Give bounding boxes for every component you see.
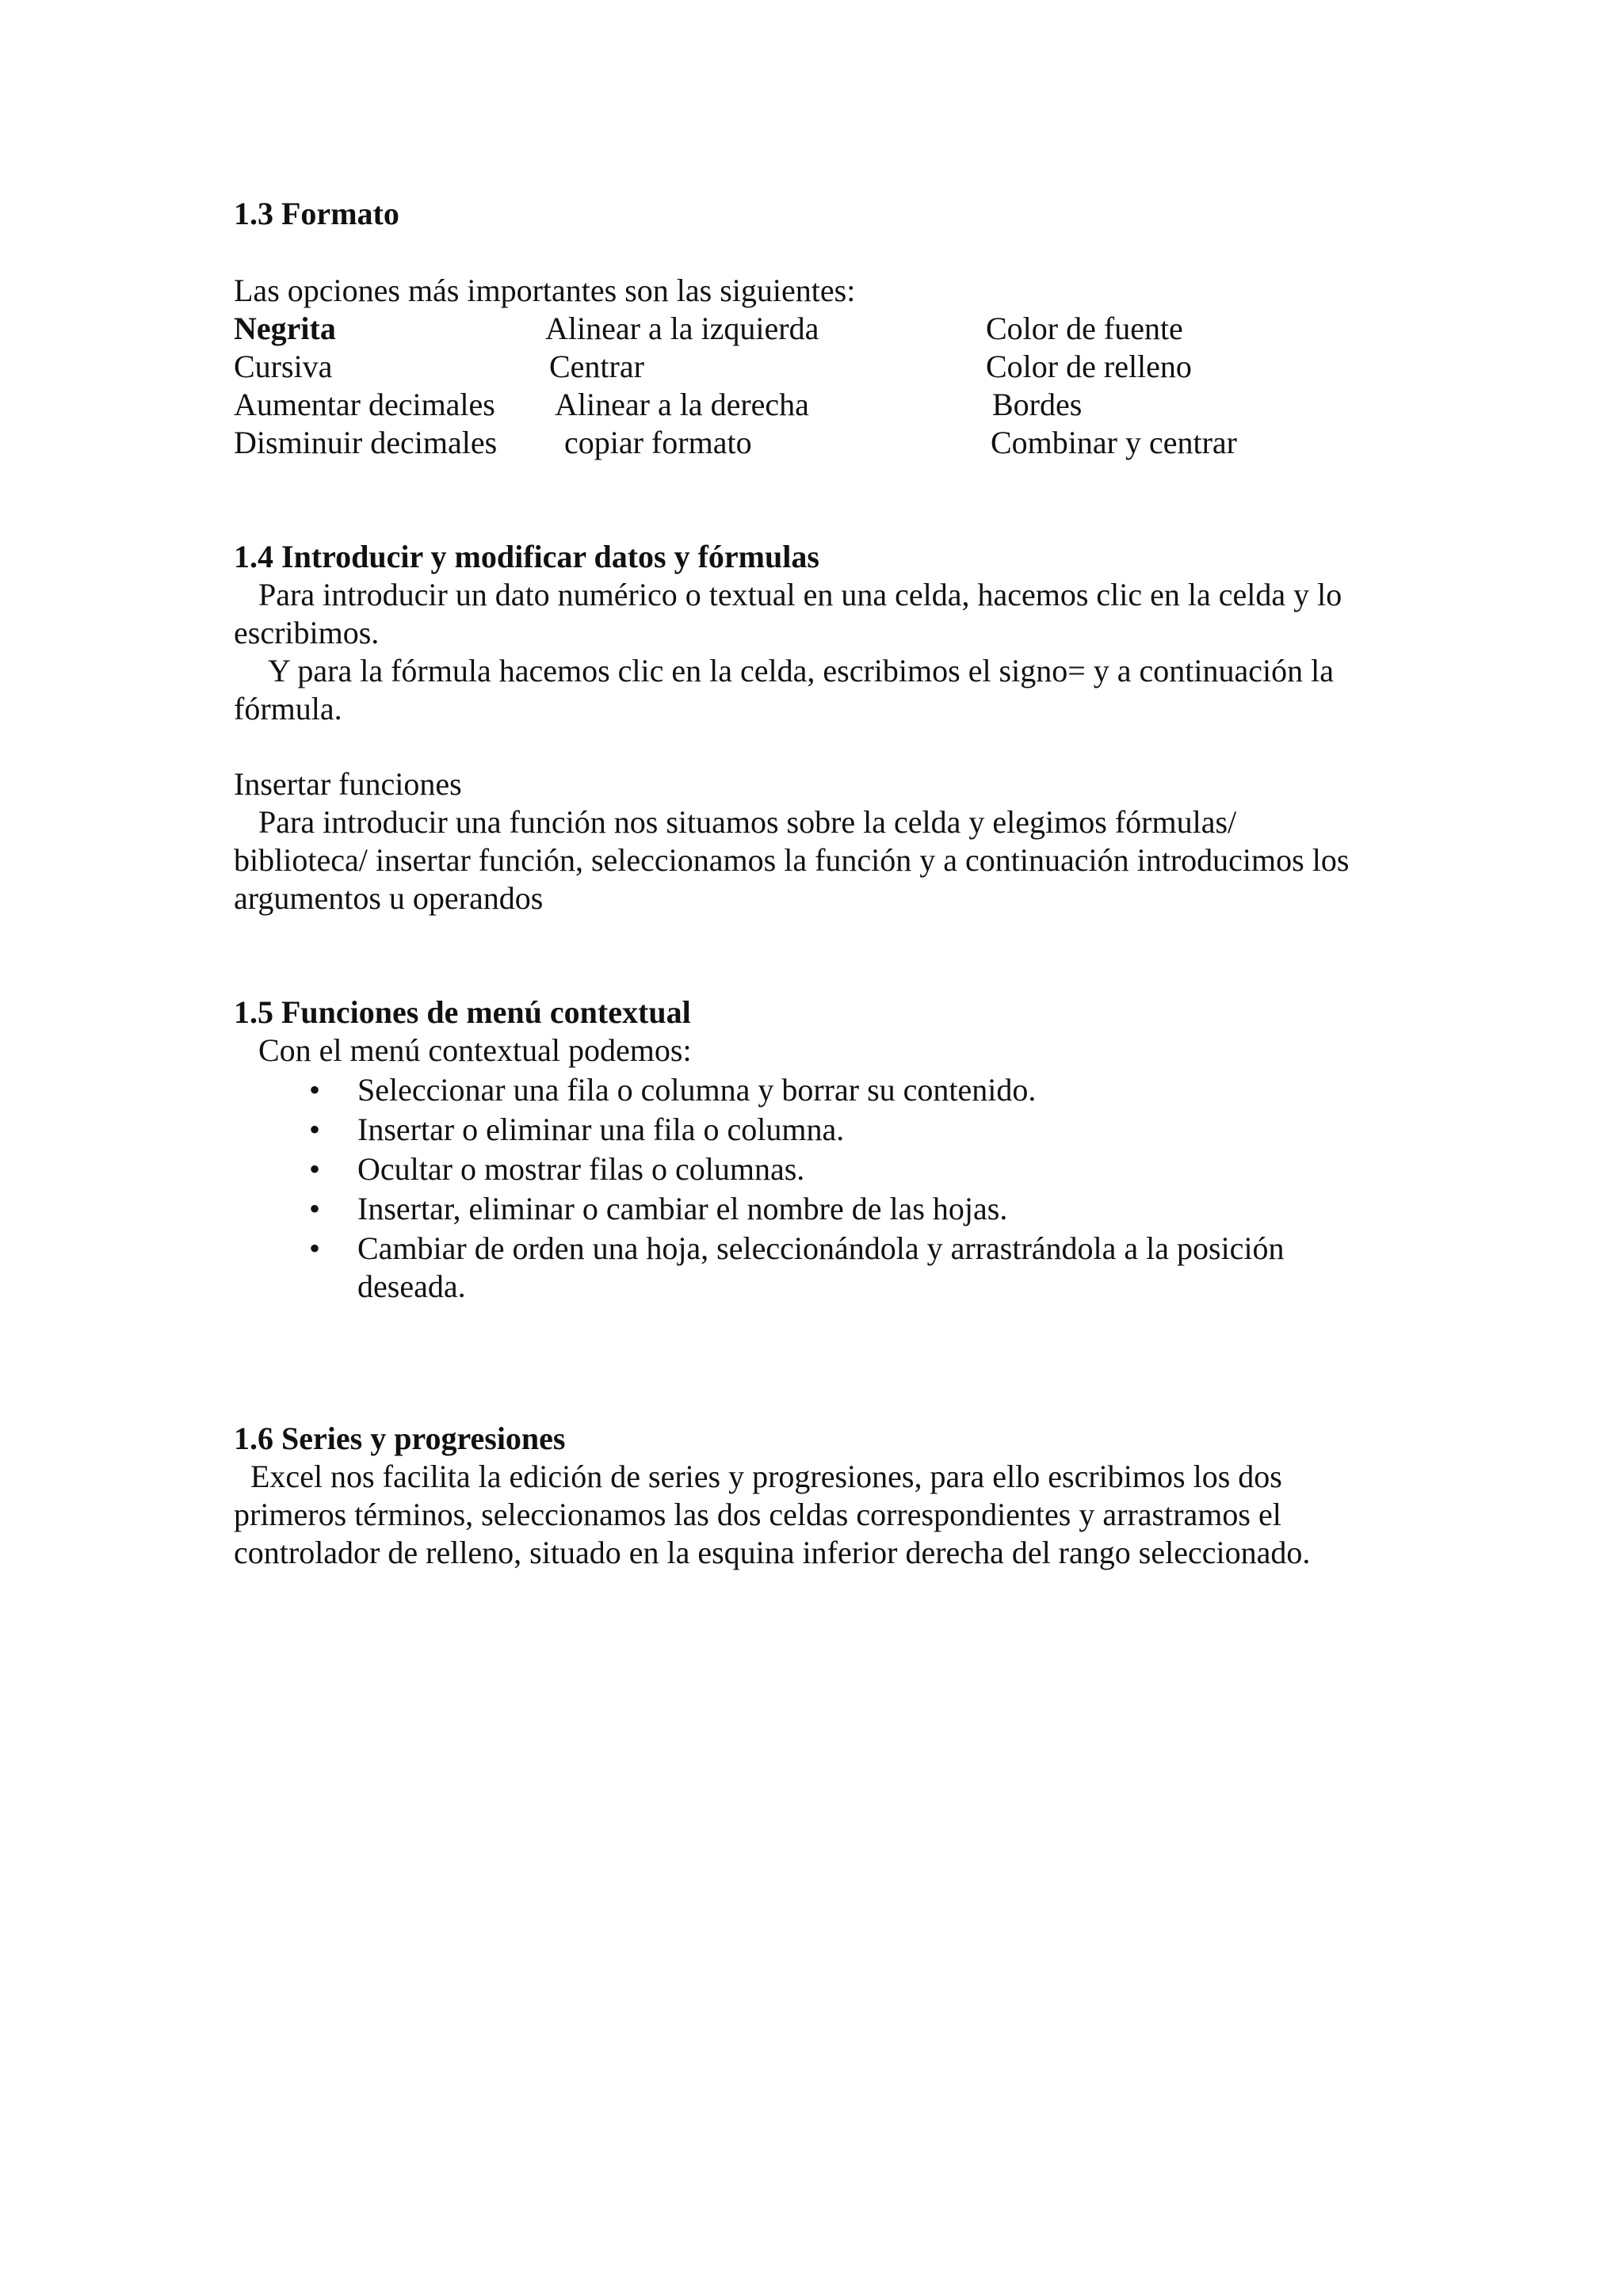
bullet-icon: • [309,1230,321,1266]
section-heading-introducir: 1.4 Introducir y modificar datos y fórmulas [234,539,819,574]
list-item: Insertar, eliminar o cambiar el nombre de las hojas. [357,1191,1008,1226]
option-color-relleno: Color de relleno [986,349,1192,384]
bullet-icon: • [309,1072,321,1108]
paragraph-line: primeros términos, seleccionamos las dos celdas correspondientes y arrastramos el [234,1497,1281,1532]
paragraph-line: Para introducir una función nos situamos sobre la celda y elegimos fórmulas/ [258,804,1237,840]
bullet-icon: • [309,1191,321,1226]
formato-intro: Las opciones más importantes son las siguientes: [234,273,856,308]
bullet-icon: • [309,1112,321,1147]
list-item: Ocultar o mostrar filas o columnas. [357,1151,805,1187]
section-heading-formato: 1.3 Formato [234,196,399,231]
paragraph-line: biblioteca/ insertar función, seleccionamos la función y a continuación introducimos los [234,842,1350,878]
paragraph-line: Para introducir un dato numérico o textual en una celda, hacemos clic en la celda y lo [258,577,1342,612]
option-color-fuente: Color de fuente [986,311,1183,346]
option-centrar: Centrar [549,349,644,384]
list-item: Cambiar de orden una hoja, seleccionándola y arrastrándola a la posición [357,1230,1285,1266]
option-combinar-centrar: Combinar y centrar [991,425,1237,460]
paragraph-line: fórmula. [234,691,342,727]
list-item: Insertar o eliminar una fila o columna. [357,1112,845,1147]
option-alinear-izquierda: Alinear a la izquierda [545,311,819,346]
option-copiar-formato: copiar formato [564,425,752,460]
list-item: Seleccionar una fila o columna y borrar su contenido. [357,1072,1037,1108]
option-negrita: Negrita [234,311,336,346]
paragraph-line: controlador de relleno, situado en la esquina inferior derecha del rango seleccionado. [234,1535,1311,1570]
subheading-insertar-funciones: Insertar funciones [234,766,462,802]
paragraph-line: argumentos u operandos [234,880,544,916]
bullet-icon: • [309,1151,321,1187]
paragraph-line: Excel nos facilita la edición de series y progresiones, para ello escribimos los dos [250,1459,1282,1494]
option-aumentar-decimales: Aumentar decimales [234,387,495,422]
section-heading-series: 1.6 Series y progresiones [234,1421,566,1456]
section-heading-menu-contextual: 1.5 Funciones de menú contextual [234,994,691,1030]
list-item-continuation: deseada. [357,1268,466,1304]
option-bordes: Bordes [992,387,1083,422]
paragraph-line: escribimos. [234,615,380,650]
option-cursiva: Cursiva [234,349,333,384]
option-alinear-derecha: Alinear a la derecha [555,387,809,422]
paragraph-line: Y para la fórmula hacemos clic en la celda, escribimos el signo= y a continuación la [268,653,1335,688]
option-disminuir-decimales: Disminuir decimales [234,425,498,460]
menu-contextual-intro: Con el menú contextual podemos: [258,1032,692,1068]
